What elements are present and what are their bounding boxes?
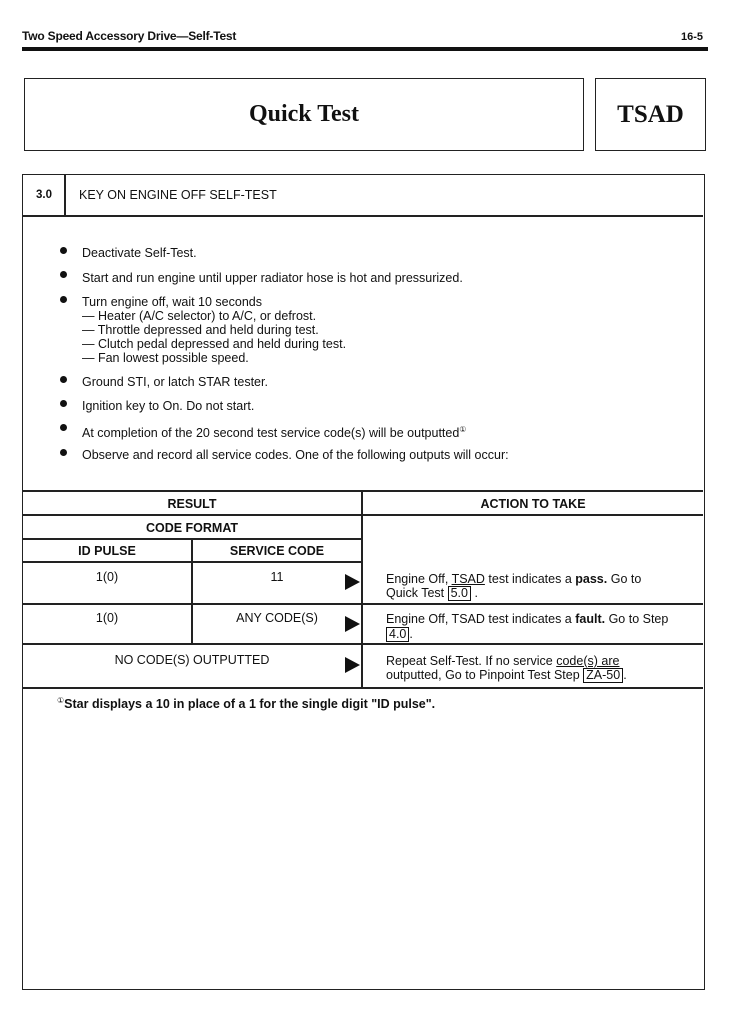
bullet-icon xyxy=(60,296,67,303)
footnote: ①Star displays a 10 in place of a 1 for the single digit "ID pulse". xyxy=(57,696,436,712)
page-number: 16-5 xyxy=(681,31,704,43)
result-header: RESULT xyxy=(167,497,217,511)
arrow-right-icon xyxy=(345,574,360,590)
table-rule xyxy=(23,603,703,605)
action-cell-line2: Quick Test 5.0 . xyxy=(386,586,478,600)
id-pulse-cell: 1(0) xyxy=(95,570,119,584)
header-rule xyxy=(22,47,708,51)
procedure-box xyxy=(22,174,705,990)
action-cell: Engine Off, TSAD test indicates a pass. Go to xyxy=(386,572,642,586)
step-reference-box: 4.0 xyxy=(386,627,409,642)
page-title: Quick Test xyxy=(248,101,360,127)
footnote-marker: ① xyxy=(459,425,467,434)
id-pulse-cell: 1(0) xyxy=(95,611,119,625)
action-cell: Repeat Self-Test. If no service code(s) are xyxy=(386,654,620,668)
sub-instruction: — Fan lowest possible speed. xyxy=(82,351,249,365)
table-col-divider xyxy=(361,490,363,688)
service-code-cell: 11 xyxy=(270,570,284,584)
code-format-header: CODE FORMAT xyxy=(145,521,239,535)
table-rule xyxy=(23,643,703,645)
arrow-right-icon xyxy=(345,657,360,673)
bullet-icon xyxy=(60,449,67,456)
bullet-icon xyxy=(60,424,67,431)
table-rule xyxy=(23,561,362,563)
step-divider xyxy=(64,175,66,216)
table-bottom-rule xyxy=(23,687,703,689)
sub-instruction: — Throttle depressed and held during test. xyxy=(82,323,319,337)
sub-instruction: — Heater (A/C selector) to A/C, or defrost. xyxy=(82,309,317,323)
system-tag: TSAD xyxy=(617,100,684,128)
page-title-box xyxy=(24,78,584,151)
service-code-header: SERVICE CODE xyxy=(229,544,325,558)
table-rule xyxy=(23,514,703,516)
step-header-rule xyxy=(23,215,703,217)
instruction-item: Turn engine off, wait 10 seconds xyxy=(82,295,262,309)
table-rule xyxy=(23,538,362,540)
action-header: ACTION TO TAKE xyxy=(480,497,586,511)
running-header-title: Two Speed Accessory Drive—Self-Test xyxy=(22,29,237,43)
bullet-icon xyxy=(60,271,67,278)
step-reference-box: 5.0 xyxy=(448,586,471,601)
bullet-icon xyxy=(60,400,67,407)
step-number: 3.0 xyxy=(36,189,52,201)
footnote-marker: ① xyxy=(57,696,65,705)
arrow-right-icon xyxy=(345,616,360,632)
action-cell-line2: outputted, Go to Pinpoint Test Step ZA-50 . xyxy=(386,668,627,682)
bullet-icon xyxy=(60,247,67,254)
service-code-cell: ANY CODE(S) xyxy=(236,611,318,625)
step-reference-box: ZA-50 xyxy=(583,668,623,683)
id-pulse-header: ID PULSE xyxy=(78,544,136,558)
system-tag-box xyxy=(595,78,706,151)
instruction-item: Ground STI, or latch STAR tester. xyxy=(82,375,268,389)
instruction-item: At completion of the 20 second test service code(s) will be outputted① xyxy=(82,425,467,441)
result-cell: NO CODE(S) OUTPUTTED xyxy=(114,653,270,667)
instruction-item: Start and run engine until upper radiator hose is hot and pressurized. xyxy=(82,271,463,285)
action-cell-line2: 4.0 . xyxy=(386,627,413,642)
instruction-item: Deactivate Self-Test. xyxy=(82,246,197,260)
step-heading: KEY ON ENGINE OFF SELF-TEST xyxy=(79,188,277,202)
instruction-item: Ignition key to On. Do not start. xyxy=(82,399,255,413)
table-top-rule xyxy=(23,490,703,492)
sub-instruction: — Clutch pedal depressed and held during test. xyxy=(82,337,347,351)
instruction-item: Observe and record all service codes. One of the following outputs will occur: xyxy=(82,448,509,462)
action-cell: Engine Off, TSAD test indicates a fault. Go to Step xyxy=(386,612,669,626)
bullet-icon xyxy=(60,376,67,383)
